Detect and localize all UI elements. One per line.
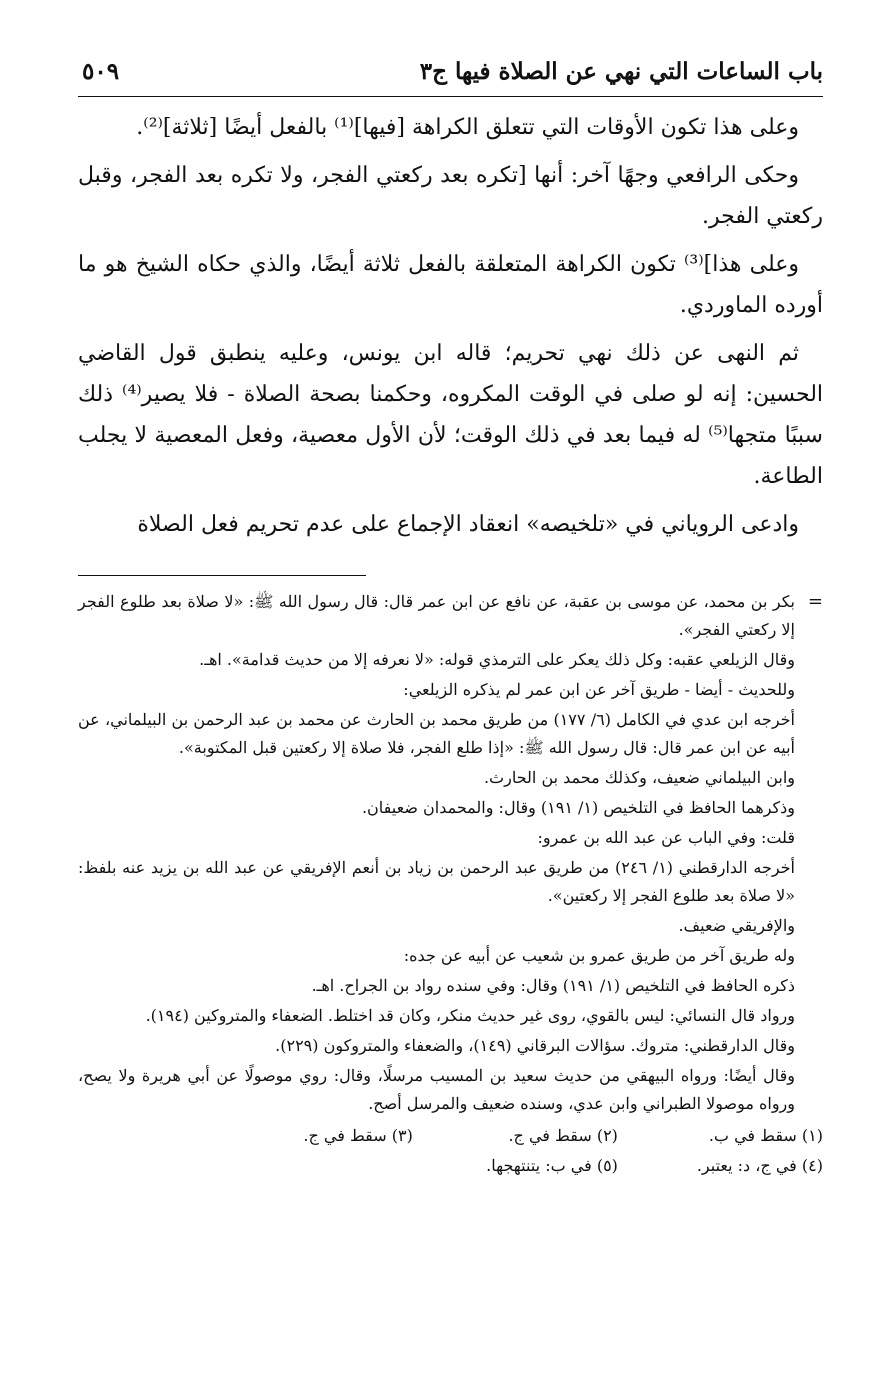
footnote-line: أخرجه ابن عدي في الكامل (٦/ ١٧٧) من طريق محمد بن الحارث عن محمد بن عبد الرحمن بن البيلماني، عن أبيه عن ابن عمر قال: قال رسول الله ﷺ: «إذا طلع الفجر، فلا صلاة إلا ركعتين قبل المكتوبة». <box>78 710 795 757</box>
editorial-note: (٢) سقط في ج. <box>508 1126 618 1145</box>
footnote-line: وله طريق آخر من طريق عمرو بن شعيب عن أبيه عن جده: <box>403 946 795 965</box>
editorial-notes <box>78 1122 823 1180</box>
editorial-note: (٣) سقط في ج. <box>303 1126 413 1145</box>
footnote-line: وذكرهما الحافظ في التلخيص (١/ ١٩١) وقال: والمحمدان ضعيفان. <box>361 798 795 817</box>
footnotes <box>78 588 823 1180</box>
footnote-line: وقال أيضًا: ورواه البيهقي من حديث سعيد بن المسيب مرسلًا، وقال: روي موصولًا عن أبي هريرة ولا يصح، ورواه موصولا الطبراني وابن عدي، وسنده ضعيف والمرسل أصح. <box>78 1066 795 1113</box>
running-header <box>78 50 823 97</box>
editorial-notes-row <box>78 1152 823 1180</box>
editorial-notes-row <box>78 1122 823 1150</box>
footnote-line: قلت: وفي الباب عن عبد الله بن عمرو: <box>537 828 795 847</box>
editorial-note: (٤) في ج، د: يعتبر. <box>696 1156 823 1175</box>
footnote-line: وقال الدارقطني: متروك. سؤالات البرقاني (١٤٩)، والضعفاء والمتروكون (٢٢٩). <box>275 1036 795 1055</box>
chapter-title: باب الساعات التي نهي عن الصلاة فيها ج٣ <box>419 58 823 85</box>
footnote-line: ذكره الحافظ في التلخيص (١/ ١٩١) وقال: وفي سنده رواد بن الجراح. اهـ. <box>311 976 795 995</box>
paragraph: وحكى الرافعي وجهًا آخر: أنها [تكره بعد ركعتي الفجر، ولا تكره بعد الفجر، وقبل ركعتي الفجر. <box>78 163 823 229</box>
page-number: ٥٠٩ <box>82 58 120 85</box>
paragraph: وادعى الروياني في «تلخيصه» انعقاد الإجماع على عدم تحريم فعل الصلاة <box>137 512 799 537</box>
footnote-line: والإفريقي ضعيف. <box>678 916 795 935</box>
document-page <box>78 50 823 1340</box>
footnote-line: أخرجه الدارقطني (١/ ٢٤٦) من طريق عبد الرحمن بن زياد بن أنعم الإفريقي عن عبد الله بن يزيد عنه بلفظ: «لا صلاة بعد طلوع الفجر إلا ركعتين». <box>78 858 796 905</box>
paragraph: وعلى هذا تكون الأوقات التي تتعلق الكراهة [فيها]⁽¹⁾ بالفعل أيضًا [ثلاثة]⁽²⁾. <box>136 115 799 140</box>
footnote-text: بكر بن محمد، عن موسى بن عقبة، عن نافع عن ابن عمر قال: قال رسول الله ﷺ: «لا صلاة بعد طلوع الفجر إلا ركعتي الفجر». <box>78 592 795 639</box>
main-text <box>78 107 823 545</box>
footnote-separator <box>78 575 366 576</box>
editorial-note: (٥) في ب: يتنتهجها. <box>486 1156 618 1175</box>
footnote-line: وقال الزيلعي عقبه: وكل ذلك يعكر على الترمذي قوله: «لا نعرفه إلا من حديث قدامة». اهـ. <box>199 650 795 669</box>
footnote-line: وللحديث - أيضا - طريق آخر عن ابن عمر لم يذكره الزيلعي: <box>403 680 795 699</box>
editorial-note: (١) سقط في ب. <box>708 1126 823 1145</box>
paragraph: وعلى هذا]⁽³⁾ تكون الكراهة المتعلقة بالفعل ثلاثة أيضًا، والذي حكاه الشيخ هو ما أورده الماوردي. <box>78 252 823 318</box>
paragraph: ثم النهى عن ذلك نهي تحريم؛ قاله ابن يونس، وعليه ينطبق قول القاضي الحسين: إنه لو صلى في الوقت المكروه، وحكمنا بصحة الصلاة - فلا يصير⁽⁴⁾ ذلك سببًا متجها⁽⁵⁾ له فيما بعد في ذلك الوقت؛ لأن الأول معصية، وفعل المعصية لا يجلب الطاعة. <box>78 341 824 489</box>
footnote-line: وابن البيلماني ضعيف، وكذلك محمد بن الحارث. <box>483 768 795 787</box>
footnote-line: ورواد قال النسائي: ليس بالقوي، روى غير حديث منكر، وكان قد اختلط. الضعفاء والمتروكين (١٩٤). <box>145 1006 795 1025</box>
continuation-marker: = <box>807 591 823 612</box>
footnote-line <box>78 588 823 644</box>
